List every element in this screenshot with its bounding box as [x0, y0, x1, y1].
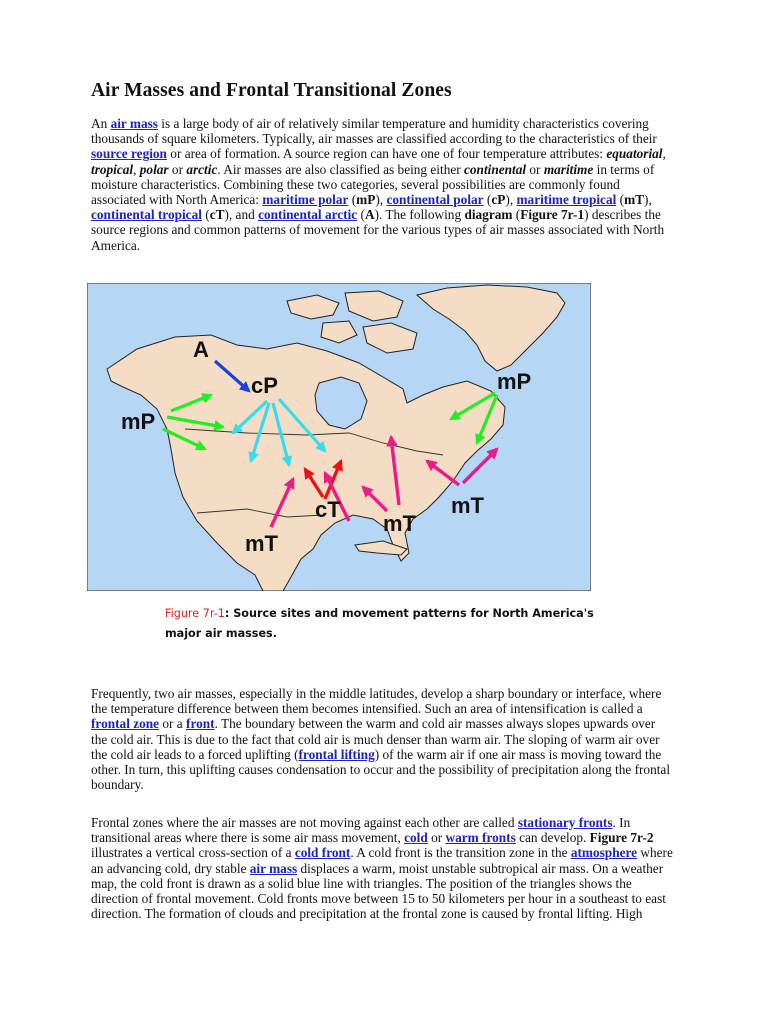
north-america-map [87, 283, 591, 591]
label-ct: cT [315, 497, 341, 522]
text: ), [644, 192, 652, 208]
figure-ref: Figure 7r-2 [589, 830, 654, 846]
link-warm-fronts[interactable]: warm fronts [445, 830, 516, 846]
text: ( [201, 207, 210, 223]
term-continental: continental [464, 161, 527, 177]
abbr-mt: mT [624, 192, 645, 208]
text: ). The following [374, 207, 465, 223]
text: illustrates a vertical cross-section of a [91, 845, 295, 861]
link-front[interactable]: front [186, 716, 215, 732]
paragraph-frontal-zones [91, 686, 673, 792]
caption-text: : Source sites and movement patterns for North America's major air masses. [165, 607, 594, 640]
label-mp-west: mP [121, 409, 156, 434]
abbr-mp: mP [356, 192, 376, 208]
text: ( [483, 192, 492, 208]
abbr-a: A [364, 207, 375, 223]
term-diagram: diagram [464, 207, 513, 223]
abbr-ct: cT [209, 207, 225, 223]
text: is a large body of air of relatively similar temperature and humidity characteristics covering thousands of square kilometers. Typically, air masses are classified according to the characteristics of their [91, 116, 657, 147]
term-equatorial: equatorial [606, 146, 663, 162]
label-mt-gulf: mT [383, 511, 416, 536]
text: ( [616, 192, 625, 208]
label-cp: cP [251, 373, 278, 398]
text: in terms of moisture characteristics. Combining these two categories, several possibilities are commonly found associated with North America: [91, 161, 655, 208]
text: . Air masses are also classified as being either [217, 161, 464, 177]
text: Frequently, two air masses, especially in the middle latitudes, develop a sharp boundary or interface, where the temperature difference between them becomes intensified. Such an area of intensification is called a [91, 686, 662, 717]
text: or [427, 830, 446, 846]
text: where an advancing cold, dry stable [91, 845, 673, 876]
text: or [526, 161, 544, 177]
link-frontal-lifting[interactable]: frontal lifting [298, 746, 375, 762]
text: or [168, 161, 187, 177]
text: . The boundary between the warm and cold air masses always slopes upwards over the cold air. This is due to the fact that cold air is much denser than warm air. The sloping of warm air over the cold air leads to a forced uplifting ( [91, 716, 660, 762]
text: or area of formation. A source region can have one of four temperature attributes: [166, 146, 607, 162]
air-mass-map-figure [87, 283, 591, 591]
label-mt-sw: mT [245, 531, 278, 556]
text: . A cold front is the transition zone in the [350, 845, 571, 861]
link-continental-arctic[interactable]: continental arctic [258, 207, 358, 223]
text: Frontal zones where the air masses are not moving against each other are called [91, 815, 518, 830]
text: displaces a warm, moist unstable subtropical air mass. On a weather map, the cold front is drawn as a solid blue line with triangles. The position of the triangles shows the direction of frontal movement. Cold fronts move between 15 to 50 kilometers per hour in a southeast to east direction. The formation of clouds and precipitation at the frontal zone is caused by frontal lifting. High [91, 860, 666, 922]
text: ), and [224, 207, 259, 223]
term-maritime: maritime [543, 161, 594, 177]
text: ) describes the source regions and common patterns of movement for the various types of air masses associated with North America. [91, 207, 665, 253]
label-a: A [193, 337, 209, 362]
term-tropical: tropical [91, 161, 134, 177]
link-cold[interactable]: cold [404, 830, 428, 846]
link-maritime-tropical[interactable]: maritime tropical [516, 192, 617, 208]
link-continental-polar[interactable]: continental polar [386, 192, 484, 208]
text: can develop. [515, 830, 590, 846]
link-air-mass[interactable]: air mass [249, 860, 298, 876]
text: ( [348, 192, 357, 208]
caption-figure-number: Figure 7r-1 [165, 607, 225, 620]
page-title: Air Masses and Frontal Transitional Zones [91, 80, 452, 101]
figure-caption [165, 604, 605, 644]
text: ), [375, 192, 387, 208]
text: ( [357, 207, 365, 223]
text: , [662, 146, 666, 162]
text: ), [505, 192, 517, 208]
text: ) of the warm air if one air mass is moving toward the other. In turn, this uplifting causes condensation to occur and the possibility of precipitation along the frontal boundary. [91, 746, 671, 793]
text: An [91, 116, 111, 131]
link-maritime-polar[interactable]: maritime polar [262, 192, 349, 208]
link-air-mass[interactable]: air mass [110, 116, 158, 131]
link-source-region[interactable]: source region [91, 146, 167, 162]
label-mt-east: mT [451, 493, 484, 518]
link-frontal-zone[interactable]: frontal zone [91, 716, 160, 732]
text: , [133, 161, 140, 177]
paragraph-air-masses [91, 116, 673, 253]
text: or a [159, 716, 187, 732]
link-cold-front[interactable]: cold front [294, 845, 351, 861]
term-arctic: arctic [186, 161, 218, 177]
figure-ref: Figure 7r-1 [520, 207, 585, 223]
paragraph-front-types [91, 815, 673, 921]
text: ( [512, 207, 521, 223]
link-atmosphere[interactable]: atmosphere [570, 845, 638, 861]
label-mp-east: mP [497, 369, 532, 394]
text: . In transitional areas where there is some air mass movement, [91, 815, 631, 846]
link-stationary-fronts[interactable]: stationary fronts [517, 815, 613, 830]
term-polar: polar [139, 161, 169, 177]
link-continental-tropical[interactable]: continental tropical [91, 207, 202, 223]
abbr-cp: cP [491, 192, 506, 208]
